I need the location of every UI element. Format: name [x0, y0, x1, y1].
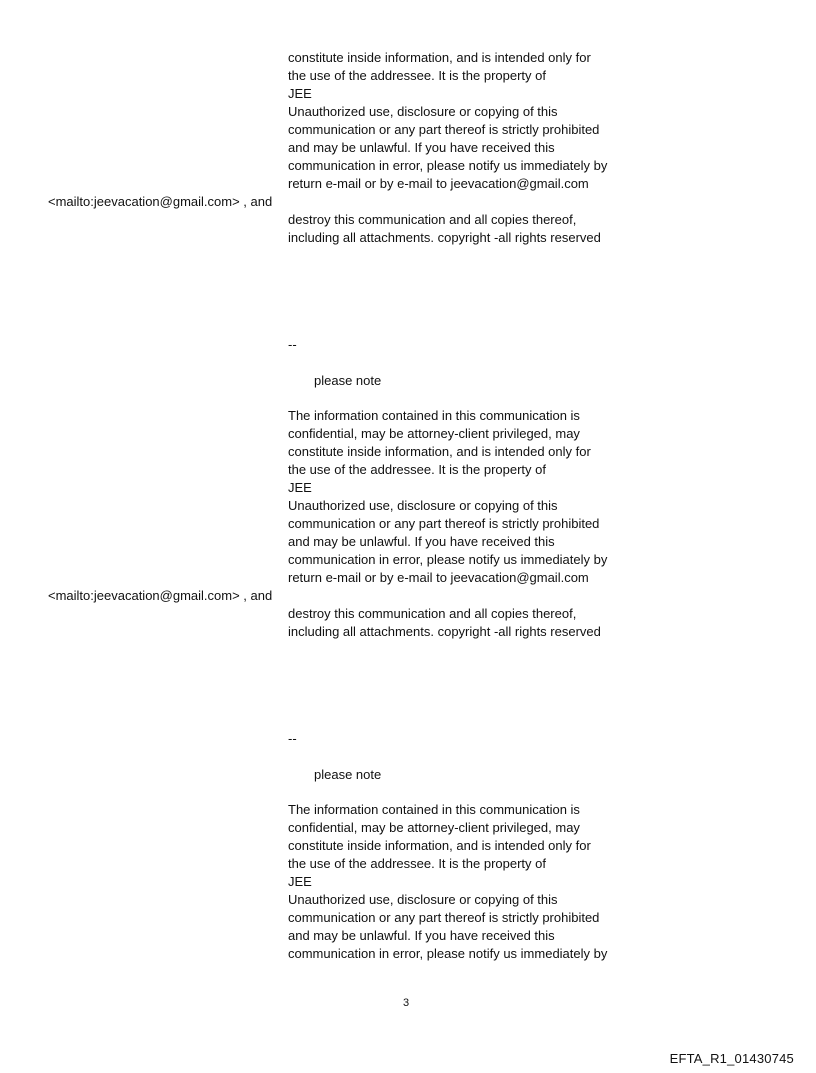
mailto-link[interactable]: <mailto:jeevacation@gmail.com> , and	[48, 588, 273, 603]
note-heading: please note	[314, 373, 382, 388]
page-number: 3	[403, 997, 410, 1009]
body-line: communication or any part thereof is strictly prohibited	[288, 122, 600, 137]
body-line: communication in error, please notify us immediately by	[288, 158, 608, 173]
body-line: including all attachments. copyright -all rights reserved	[288, 230, 601, 245]
body-line: destroy this communication and all copies thereof,	[288, 212, 577, 227]
separator: --	[288, 337, 297, 352]
body-line: communication or any part thereof is strictly prohibited	[288, 516, 600, 531]
body-line: constitute inside information, and is intended only for	[288, 50, 591, 65]
body-line: and may be unlawful. If you have received this	[288, 928, 555, 943]
body-line: and may be unlawful. If you have received this	[288, 140, 555, 155]
body-line: return e-mail or by e-mail to jeevacation@gmail.com	[288, 570, 589, 585]
body-line: communication or any part thereof is strictly prohibited	[288, 910, 600, 925]
body-line: return e-mail or by e-mail to jeevacation@gmail.com	[288, 176, 589, 191]
mailto-link[interactable]: <mailto:jeevacation@gmail.com> , and	[48, 194, 273, 209]
body-line: constitute inside information, and is intended only for	[288, 838, 591, 853]
body-line: communication in error, please notify us immediately by	[288, 552, 608, 567]
body-line: The information contained in this communication is	[288, 802, 580, 817]
body-line: Unauthorized use, disclosure or copying of this	[288, 892, 558, 907]
separator: --	[288, 731, 297, 746]
body-line: and may be unlawful. If you have received this	[288, 534, 555, 549]
bates-number: EFTA_R1_01430745	[669, 1051, 794, 1066]
body-line: Unauthorized use, disclosure or copying of this	[288, 498, 558, 513]
body-line: including all attachments. copyright -all rights reserved	[288, 624, 601, 639]
body-line: the use of the addressee. It is the property of	[288, 462, 546, 477]
body-line: communication in error, please notify us immediately by	[288, 946, 608, 961]
note-heading: please note	[314, 767, 382, 782]
body-line: JEE	[288, 480, 312, 495]
body-line: JEE	[288, 874, 312, 889]
body-line: the use of the addressee. It is the property of	[288, 856, 546, 871]
body-line: constitute inside information, and is intended only for	[288, 444, 591, 459]
body-line: Unauthorized use, disclosure or copying of this	[288, 104, 558, 119]
body-line: the use of the addressee. It is the property of	[288, 68, 546, 83]
body-line: confidential, may be attorney-client privileged, may	[288, 820, 580, 835]
body-line: confidential, may be attorney-client privileged, may	[288, 426, 580, 441]
body-line: destroy this communication and all copies thereof,	[288, 606, 577, 621]
body-line: The information contained in this communication is	[288, 408, 580, 423]
body-line: JEE	[288, 86, 312, 101]
